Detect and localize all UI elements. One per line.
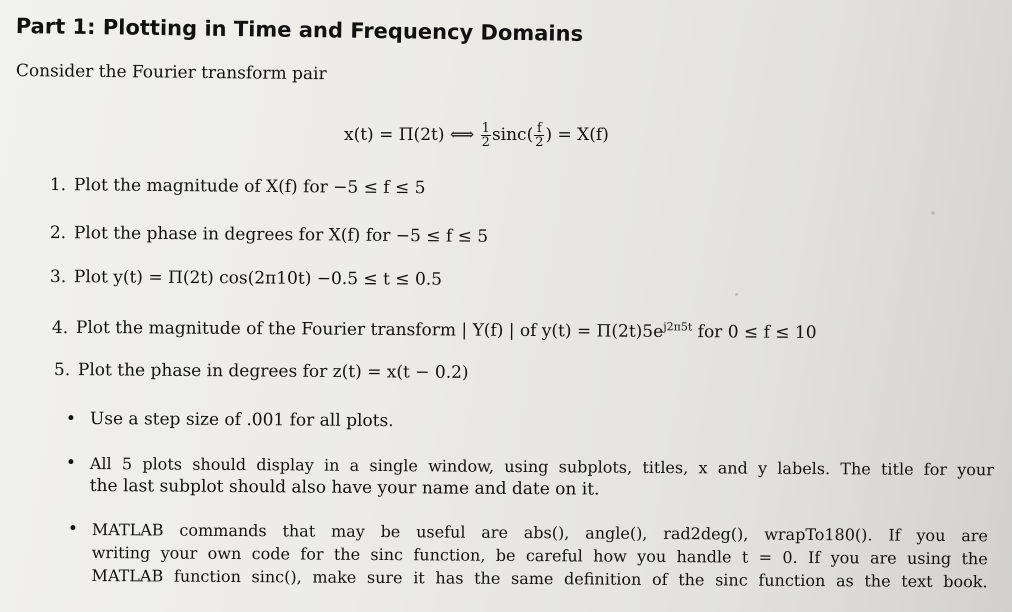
bullet-item: • MATLAB commands that may be useful are abs(), angle(), rad2deg(), wrapTo180(). If you are writing your own code for the sinc function, be careful how you handle t = 0. If you are using the MATLAB function sinc(), make sure it has the same definition of the sinc function as the text book. bbox=[67, 518, 988, 592]
formula-right: ) = X(f) bbox=[545, 125, 609, 145]
intro-text: Consider the Fourier transform pair bbox=[15, 61, 327, 85]
fourier-pair-formula bbox=[344, 122, 609, 149]
fraction-one-half: $\frac{1}{2}$ bbox=[481, 121, 490, 150]
list-item: 3. Plot y(t) = Π(2t) cos(2π10t) −0.5 ≤ t ≤ 0.5 bbox=[49, 267, 443, 290]
paper-speck bbox=[735, 293, 738, 296]
list-item: 1. Plot the magnitude of X(f) for −5 ≤ f ≤ 5 bbox=[49, 175, 426, 199]
paper-speck bbox=[931, 211, 935, 215]
bullet-dot: • bbox=[65, 452, 77, 473]
formula-sinc: sinc( bbox=[491, 125, 534, 145]
bullet-item: • All 5 plots should display in a single window, using subplots, titles, x and y labels. The title for your the last subplot should also have your name and date on it. bbox=[65, 452, 994, 500]
formula-left: x(t) = Π(2t) ⟺ bbox=[344, 125, 480, 145]
bullet-item: • Use a step size of .001 for all plots. bbox=[65, 408, 394, 432]
bullet-dot: • bbox=[67, 518, 79, 539]
list-item: 4. Plot the magnitude of the Fourier transform | Y(f) | of $y(t) = \Pi(2t)5e^{j2\pi 5t}$ for 0 ≤ f ≤ 10 bbox=[51, 317, 817, 343]
list-item: 2. Plot the phase in degrees for X(f) for −5 ≤ f ≤ 5 bbox=[49, 223, 489, 247]
fraction-f-over-2: $\frac{f}{2}$ bbox=[535, 121, 544, 150]
list-item: 5. Plot the phase in degrees for z(t) = x(t − 0.2) bbox=[53, 360, 469, 383]
bullet-dot: • bbox=[65, 408, 77, 429]
page-title: Part 1: Plotting in Time and Frequency Domains bbox=[15, 14, 584, 46]
